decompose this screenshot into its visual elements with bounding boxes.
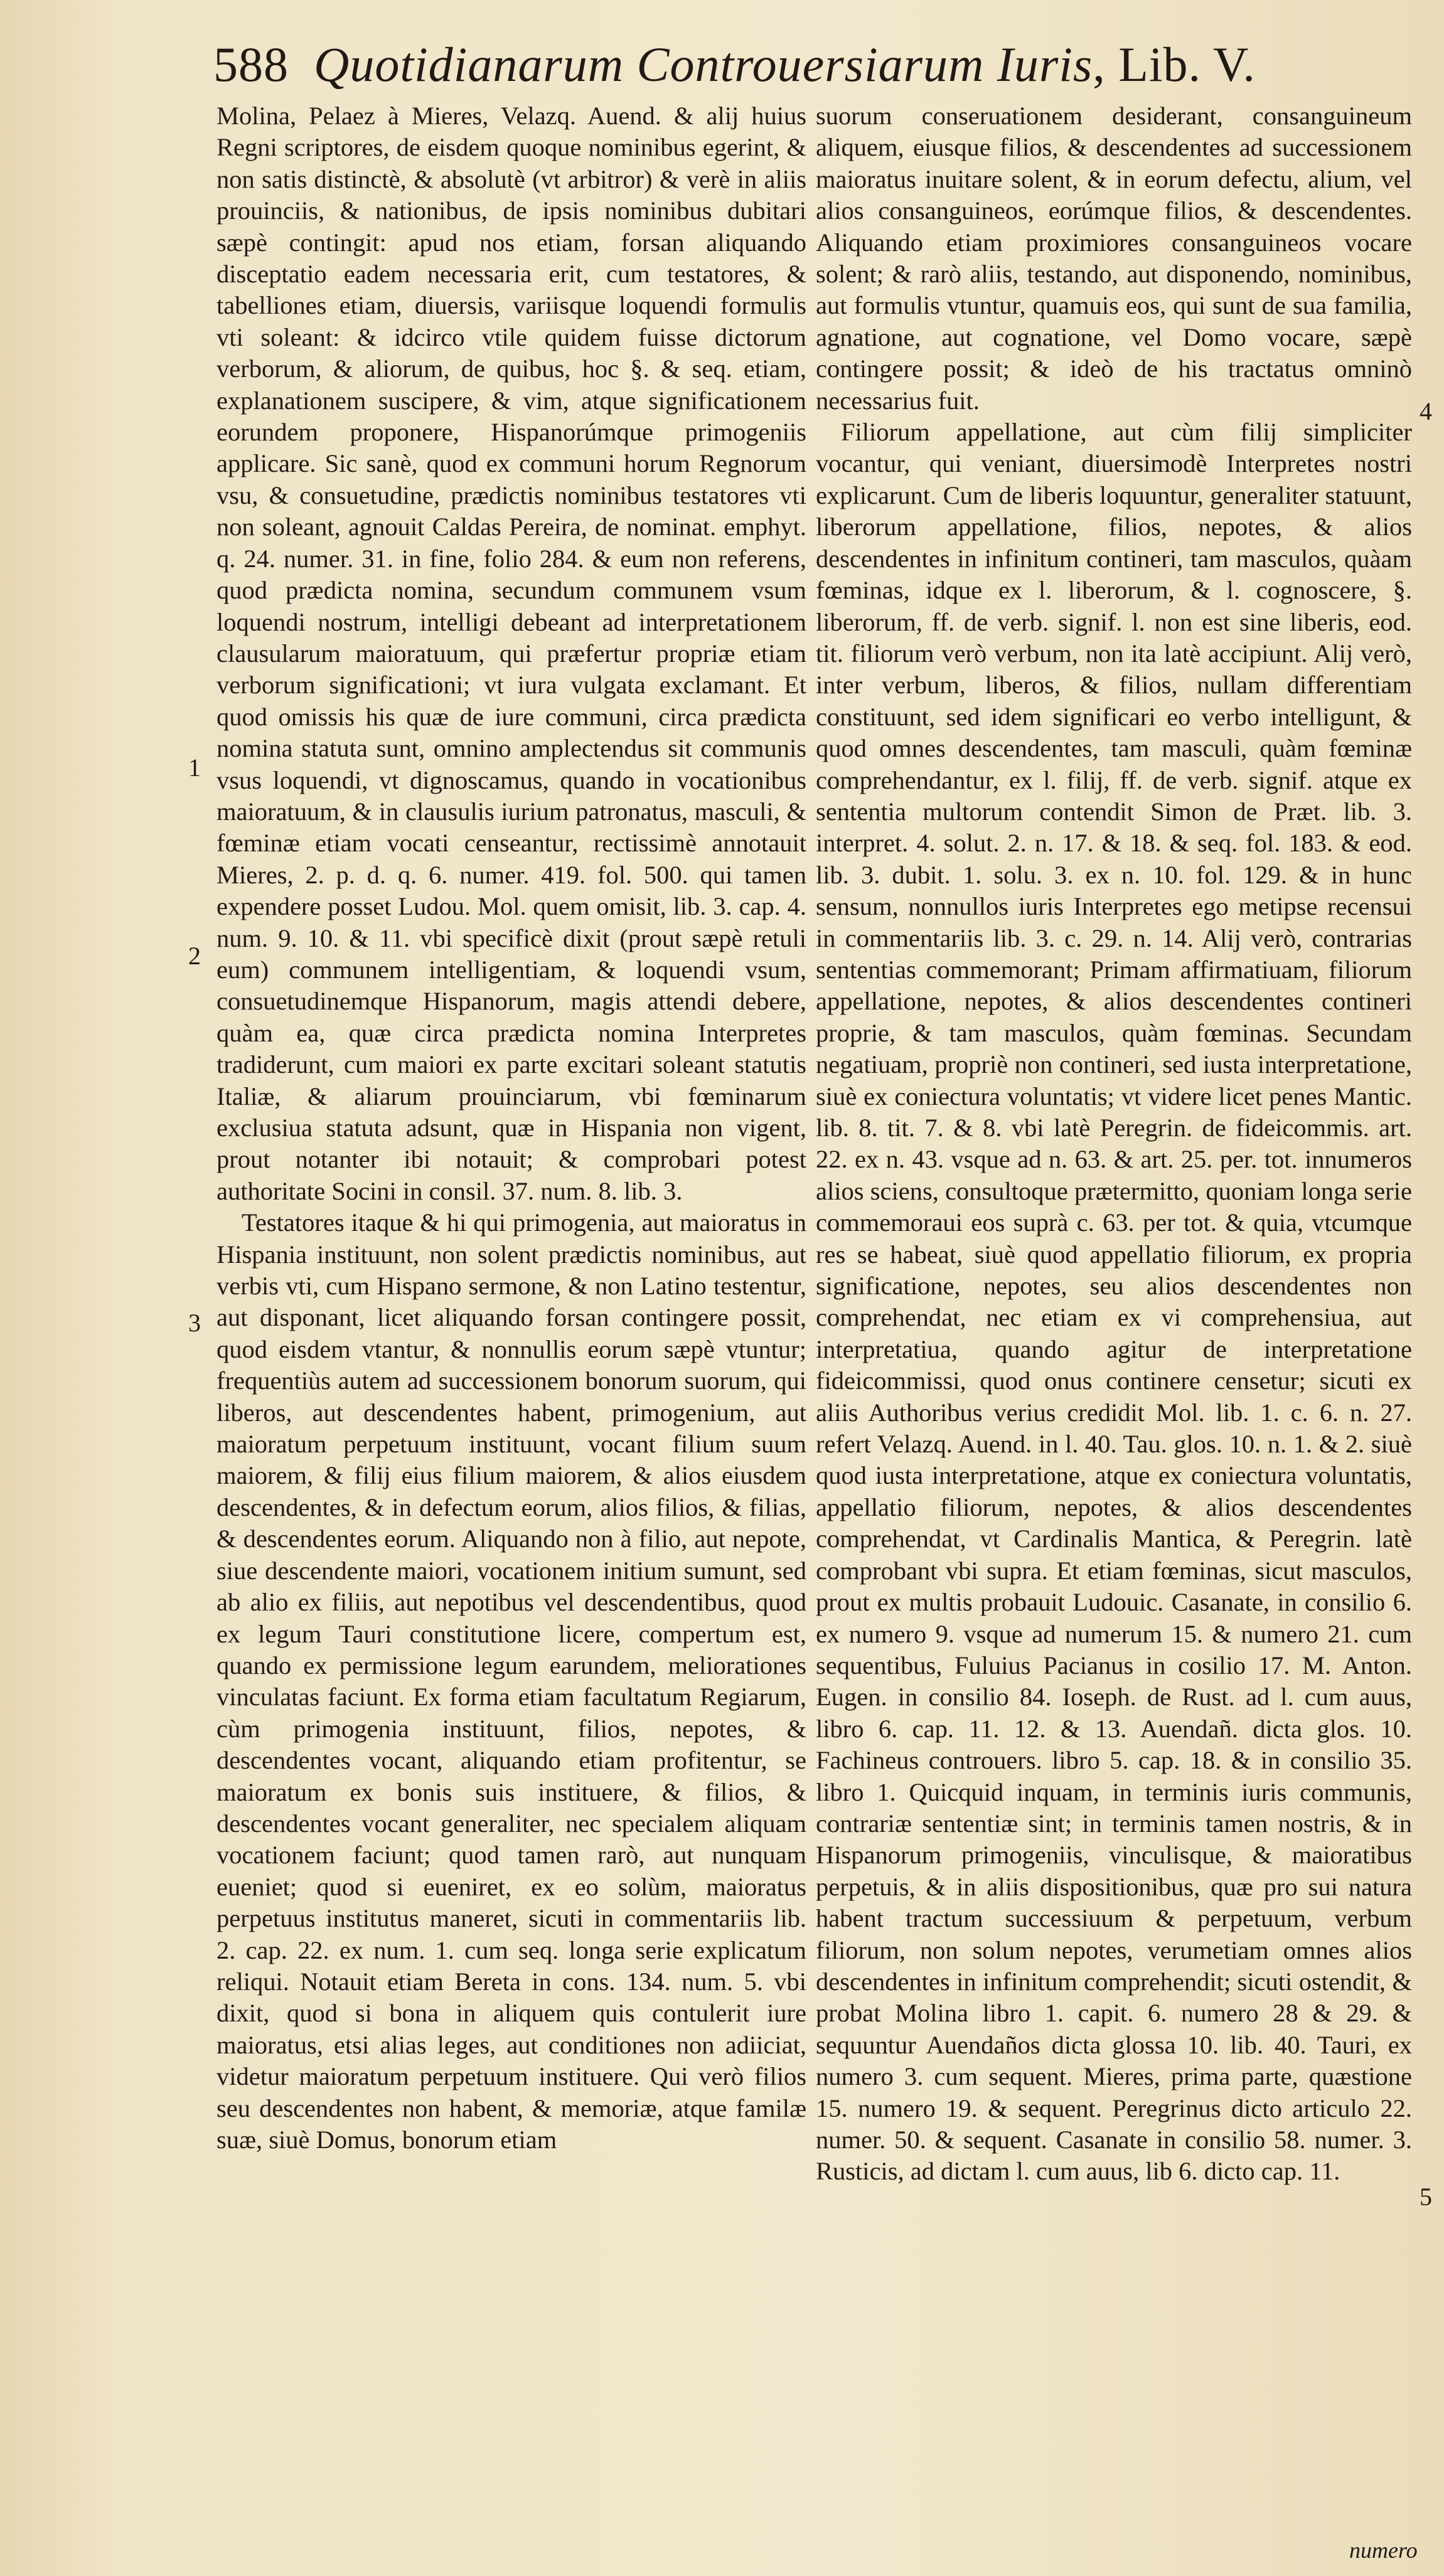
left-paragraph: Testatores itaque & hi qui primogenia, aut maioratus in Hispania instituunt, non solent prædictis nominibus, aut verbis vti, cum Hispano sermone, & non Latino testentur, aut disponant, licet aliquando forsan contingere possit, quod eisdem vtantur, & nonnullis eorum sæpè vtuntur; frequentiùs autem ad successionem bonorum suorum, qui liberos, aut descendentes habent, primogenium, aut maioratum perpetuum instituunt, vocant filium suum maiorem, & filij eius filium maiorem, & alios eiusdem descendentes, & in defectum eorum, alios filios, & filias, & descendentes eorum. Aliquando non à filio, aut nepote, siue descendente maiori, vocationem initium sumunt, sed ab alio ex filiis, aut nepotibus vel descendentibus, quod ex legum Tauri constitutione licere, compertum est, quando ex permissione legum earundem, meliorationes vinculatas faciunt. Ex forma etiam facultatum Regiarum, cùm primogenia instituunt, filios, nepotes, & descendentes vocant, aliquando etiam profitentur, se maioratum ex bonis suis instituere, & filios, & descendentes vocant generaliter, nec specialem aliquam vocationem faciunt; quod tamen rarò, aut nunquam eueniet; quod si eueniret, ex eo solùm, maioratus perpetuus institutus maneret, sicuti in commentariis lib. 2. cap. 22. ex num. 1. cum seq. longa serie explicatum reliqui. Notauit etiam Bereta in cons. 134. num. 5. vbi dixit, quod si bona in aliquem quis contulerit iure maioratus, etsi alias leges, aut conditiones non adiiciat, videtur maioratum perpetuum instituere. Qui verò filios seu descendentes non habent, & memoriæ, atque familæ suæ, siuè Domus, bonorum etiam: [217, 1208, 806, 2154]
right-paragraph: Filiorum appellatione, aut cùm filij simpliciter vocantur, qui veniant, diuersimodè Interpretes nostri explicarunt. Cum de liberis loquuntur, generaliter statuunt, liberorum appellatione, filios, nepotes, & alios descendentes in infinitum contineri, tam masculos, quàam fœminas, idque ex l. liberorum, & l. cognoscere, §. liberorum, ff. de verb. signif. l. non est sine liberis, eod. tit. filiorum verò verbum, non ita latè accipiunt. Alij verò, inter verbum, liberos, & filios, nullam differentiam constituunt, sed idem significari eo verbo intelligunt, & quod omnes descendentes, tam masculi, quàm fœminæ comprehendantur, ex l. filij, ff. de verb. signif. atque ex sententia multorum contendit Simon de Præt. lib. 3. interpret. 4. solut. 2. n. 17. & 18. & seq. fol. 183. & eod. lib. 3. dubit. 1. solu. 3. ex n. 10. fol. 129. & in hunc sensum, nonnullos iuris Interpretes ego metipse recensui in commentariis lib. 3. c. 29. n. 14. Alij verò, contrarias sententias commemorant; Primam affirmatiuam, filiorum appellatione, nepotes, & alios descendentes contineri proprie, & tam masculos, quàm fœminas. Secundam negatiuam, propriè non contineri, sed iusta interpretatione, siuè ex coniectura voluntatis; vt videre licet penes Mantic. lib. 8. tit. 7. & 8. vbi latè Peregrin. de fideicommis. art. 22. ex n. 43. vsque ad n. 63. & art. 25. per. tot. innumeros alios sciens, consultoque prætermitto, quoniam longa serie commemoraui eos suprà c. 63. per tot. & quia, vtcumque res se habeat, siuè quod appellatio filiorum, ex propria significatione, nepotes, seu alios descendentes non comprehendat, nec etiam ex vi comprehensiua, aut interpretatiua, quando agitur de interpretatione fideicommissi, quod onus continere censetur; sicuti ex aliis Authoribus verius credidit Mol. lib. 1. c. 6. n. 27. refert Velazq. Auend. in l. 40. Tau. glos. 10. n. 1. & 2. siuè quod iusta interpretatione, atque ex coniectura voluntatis, appellatio filiorum, nepotes, & alios descendentes comprehendat, vt Cardinalis Mantica, & Peregrin. latè comprobant vbi supra. Et etiam fœminas, sicut masculos, prout ex multis probauit Ludouic. Casanate, in consilio 6. ex numero 9. vsque ad numerum 15. & numero 21. cum sequentibus, Fuluius Pacianus in cosilio 17. M. Anton. Eugen. in consilio 84. Ioseph. de Rust. ad l. cum auus, libro 6. cap. 11. 12. & 13. Auendañ. dicta glos. 10. Fachineus controuers. libro 5. cap. 18. & in consilio 35. libro 1. Quicquid inquam, in terminis iuris communis, contrariæ sententiæ sint; in terminis tamen nostris, & in Hispanorum primogeniis, vinculisque, & maioratibus perpetuis, & in aliis dispositionibus, quæ pro sui natura habent tractum successiuum & perpetuum, verbum filiorum, non solum nepotes, verumetiam omnes alios descendentes in infinitum comprehendit; sicuti ostendit, & probat Molina libro 1. capit. 6. numero 28 & 29. & sequuntur Auendaños dicta glossa 10. lib. 40. Tauri, ex numero 3. cum sequent. Mieres, prima parte, quæstione 15. numero 19. & sequent. Peregrinus dicto articulo 22. numer. 50. & sequent. Casanate in consilio 58. numer. 3. Rusticis, ad dictam l. cum auus, lib 6. dicto cap. 11.: [816, 418, 1412, 2186]
page-number: 588: [213, 37, 289, 92]
right-paragraph: suorum conseruationem desiderant, consanguineum aliquem, eiusque filios, & descendentes ad successionem maioratus inuitare solent, & in eorum defectu, alium, vel alios consanguineos, eorúmque filios, & descendentes. Aliquando etiam proximiores consanguineos vocare solent; & rarò aliis, testando, aut disponendo, nominibus, aut formulis vtuntur, quamuis eos, qui sunt de sua familia, agnatione, aut cognatione, vel Domo vocare, sæpè contingere possit; & ideò de his tractatus omninò necessarius fuit.: [816, 102, 1412, 415]
margin-number: 5: [1420, 2183, 1432, 2211]
right-column: [816, 100, 1412, 2188]
margin-number: 2: [188, 942, 201, 970]
catchword: numero: [1349, 2538, 1418, 2563]
running-title: Quotidianarum Controuersiarum Iuris: [314, 37, 1093, 92]
running-header: [213, 36, 1343, 99]
left-column: [217, 100, 806, 2156]
margin-number: 4: [1420, 397, 1432, 425]
margin-number: 1: [188, 753, 201, 782]
left-paragraph: Molina, Pelaez à Mieres, Velazq. Auend. & alij huius Regni scriptores, de eisdem quoque nominibus egerint, & non satis distinctè, & absolutè (vt arbitror) & verè in aliis prouinciis, & nationibus, de ipsis nominibus dubitari sæpè contingit: apud nos etiam, forsan aliquando disceptatio eadem necessaria erit, cum testatores, & tabelliones etiam, diuersis, variisque loquendi formulis vti soleant: & idcirco vtile quidem fuisse dictorum verborum, & aliorum, de quibus, hoc §. & seq. etiam, explanationem suscipere, & vim, atque significationem eorundem proponere, Hispanorúmque primogeniis applicare. Sic sanè, quod ex communi horum Regnorum vsu, & consuetudine, prædictis nominibus testatores vti non soleant, agnouit Caldas Pereira, de nominat. emphyt. q. 24. numer. 31. in fine, folio 284. & eum non referens, quod prædicta nomina, secundum communem vsum loquendi nostrum, intelligi debeant ad interpretationem clausularum maioratuum, qui præfertur propriæ etiam verborum significationi; vt iura vulgata exclamant. Et quod omissis his quæ de iure communi, circa prædicta nomina statuta sunt, omnino amplectendus sit communis vsus loquendi, vt dignoscamus, quando in vocationibus maioratuum, & in clausulis iurium patronatus, masculi, & fœminæ etiam vocati censeantur, rectissimè annotauit Mieres, 2. p. d. q. 6. numer. 419. fol. 500. qui tamen expendere posset Ludou. Mol. quem omisit, lib. 3. cap. 4. num. 9. 10. & 11. vbi specificè dixit (prout sæpè retuli eum) communem intelligentiam, & loquendi vsum, consuetudinemque Hispanorum, magis attendi debere, quàm ea, quæ circa prædicta nomina Interpretes tradiderunt, cum maiori ex parte excitari soleant statutis Italiæ, & aliarum prouinciarum, vbi fœminarum exclusiua statuta adsunt, quæ in Hispania non vigent, prout notanter ibi notauit; & comprobari potest authoritate Socini in consil. 37. num. 8. lib. 3.: [217, 102, 806, 1205]
margin-number: 3: [188, 1309, 201, 1337]
book-label: , Lib. V.: [1093, 37, 1256, 92]
